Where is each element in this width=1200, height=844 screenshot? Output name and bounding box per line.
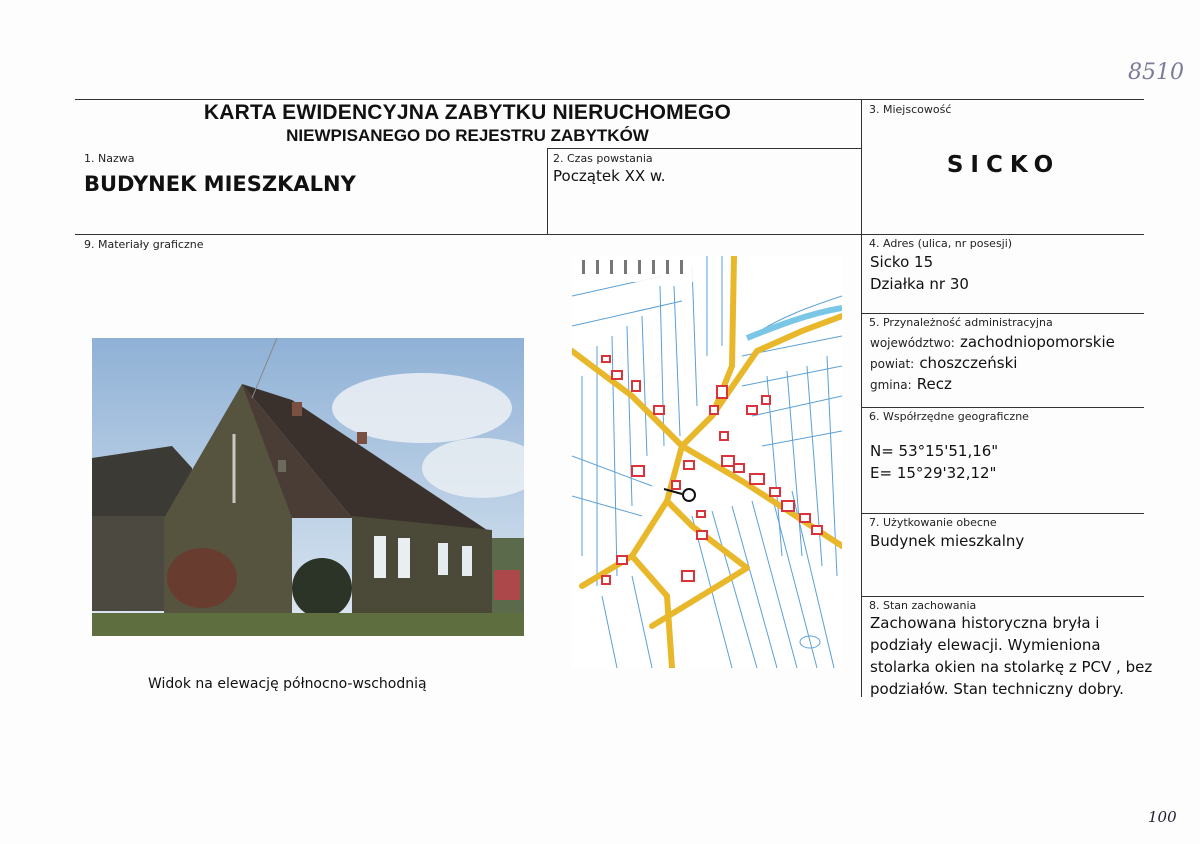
frame-divider-date: [547, 148, 548, 235]
photo-bush: [292, 558, 352, 618]
condition-line-3: stolarka okien na stolarkę z PCV , bez: [870, 658, 1153, 676]
photo-chimney: [292, 402, 302, 416]
town-label: 3. Miejscowość: [869, 103, 952, 116]
voivodeship-label: województwo:: [870, 336, 955, 350]
town-value: SICKO: [946, 152, 1061, 178]
photo-chimney: [357, 432, 367, 444]
admin-voivodeship-row: [870, 332, 1115, 351]
photo-gable-window: [278, 460, 286, 472]
graphics-label: 9. Materiały graficzne: [84, 238, 204, 251]
frame-row1-bottom: [75, 234, 1144, 235]
commune-value: Recz: [916, 375, 952, 393]
coords-north: N= 53°15'51,16": [870, 442, 999, 460]
name-label: 1. Nazwa: [84, 152, 135, 165]
map-legend: [578, 258, 696, 282]
frame-addr-bottom: [862, 313, 1144, 314]
card-title: KARTA EWIDENCYJNA ZABYTKU NIERUCHOMEGO: [203, 101, 732, 124]
date-value: Początek XX w.: [553, 167, 666, 185]
condition-line-4: podziałów. Stan techniczny dobry.: [870, 680, 1124, 698]
voivodeship-value: zachodniopomorskie: [959, 333, 1115, 351]
handwritten-number-top: 8510: [1128, 60, 1184, 85]
frame-coords-bottom: [862, 513, 1144, 514]
usage-label: 7. Użytkowanie obecne: [869, 516, 997, 529]
cadastral-map: [572, 256, 842, 668]
photo-red-object: [494, 570, 520, 600]
photo-window: [462, 546, 472, 576]
date-label: 2. Czas powstania: [553, 152, 653, 165]
county-label: powiat:: [870, 357, 915, 371]
frame-admin-bottom: [862, 407, 1144, 408]
admin-label: 5. Przynależność administracyjna: [869, 316, 1053, 329]
name-value: BUDYNEK MIESZKALNY: [84, 172, 356, 196]
frame-title-bottom: [548, 148, 862, 149]
photo-window: [374, 536, 386, 578]
frame-divider-right: [861, 99, 862, 697]
photo-window: [398, 538, 410, 578]
address-line2: Działka nr 30: [870, 275, 969, 293]
admin-commune-row: [870, 374, 952, 393]
photo-window: [438, 543, 448, 575]
address-line1: Sicko 15: [870, 253, 934, 271]
condition-line-1: Zachowana historyczna bryła i: [870, 614, 1100, 632]
photo-grass: [92, 613, 524, 636]
admin-county-row: [870, 353, 1017, 372]
condition-label: 8. Stan zachowania: [869, 599, 977, 612]
photo-bush: [167, 548, 237, 608]
address-label: 4. Adres (ulica, nr posesji): [869, 237, 1013, 250]
coords-east: E= 15°29'32,12": [870, 464, 997, 482]
handwritten-number-bottom: 100: [1148, 808, 1177, 826]
photo-caption: Widok na elewację północno-wschodnią: [148, 676, 427, 692]
frame-usage-bottom: [862, 596, 1144, 597]
coords-label: 6. Współrzędne geograficzne: [869, 410, 1029, 423]
building-photo: [92, 338, 524, 636]
frame-top: [75, 99, 1144, 100]
usage-value: Budynek mieszkalny: [870, 532, 1025, 550]
card-subtitle: NIEWPISANEGO DO REJESTRU ZABYTKÓW: [286, 126, 649, 145]
commune-label: gmina:: [870, 378, 912, 392]
county-value: choszczeński: [919, 354, 1018, 372]
condition-line-2: podziały elewacji. Wymieniona: [870, 636, 1101, 654]
